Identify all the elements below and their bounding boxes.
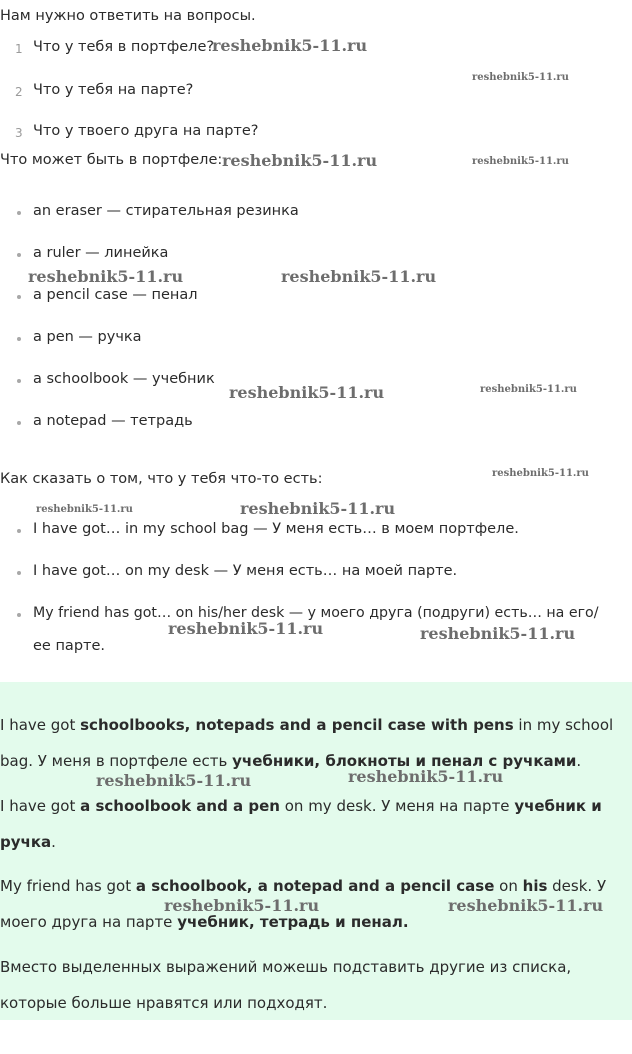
watermark: reshebnik5-11.ru [222,151,378,170]
intro-text: Нам нужно ответить на вопросы. [0,8,256,24]
list-item: I have got… on my desk — У меня есть… на моей парте. [33,563,458,579]
watermark: reshebnik5-11.ru [448,896,604,915]
answer-line: моего друга на парте учебник, тетрадь и пенал. [0,913,409,931]
answer-line: I have got schoolbooks, notepads and a pencil case with pens in my school [0,716,614,734]
watermark: reshebnik5-11.ru [472,156,569,167]
watermark: reshebnik5-11.ru [240,499,396,518]
watermark: reshebnik5-11.ru [28,267,184,286]
watermark: reshebnik5-11.ru [281,267,437,286]
bullet [17,379,21,383]
watermark: reshebnik5-11.ru [480,384,577,395]
watermark: reshebnik5-11.ru [96,771,252,790]
list-item: My friend has got… on his/her desk — у моего друга (подруги) есть… на его/ [33,605,599,621]
bullet [17,421,21,425]
bullet [17,253,21,257]
list-item: a ruler — линейка [33,245,169,261]
answer-line: I have got a schoolbook and a pen on my desk. У меня на парте учебник и [0,797,602,815]
answer-note: которые больше нравятся или подходят. [0,994,328,1012]
bullet [17,337,21,341]
bullet [17,211,21,215]
list-item: a notepad — тетрадь [33,413,193,429]
watermark: reshebnik5-11.ru [164,896,320,915]
watermark: reshebnik5-11.ru [348,767,504,786]
bullet [17,295,21,299]
list-item: an eraser — стирательная резинка [33,203,299,219]
question-number: 1 [15,42,23,56]
list-item-continuation: ее парте. [33,638,105,654]
list-item: I have got… in my school bag — У меня есть… в моем портфеле. [33,521,519,537]
answer-note: Вместо выделенных выражений можешь подставить другие из списка, [0,958,572,976]
bullet [17,529,21,533]
question-text: Что у тебя на парте? [33,82,194,98]
watermark: reshebnik5-11.ru [472,72,569,83]
watermark: reshebnik5-11.ru [168,619,324,638]
question-number: 3 [15,126,23,140]
phrases-heading: Как сказать о том, что у тебя что-то есть: [0,471,323,487]
items-heading: Что может быть в портфеле: [0,152,223,168]
watermark: reshebnik5-11.ru [229,383,385,402]
list-item: a pen — ручка [33,329,142,345]
list-item: a pencil case — пенал [33,287,198,303]
question-text: Что у тебя в портфеле? [33,39,215,55]
answer-line: My friend has got a schoolbook, a notepad and a pencil case on his desk. У [0,877,607,895]
question-text: Что у твоего друга на парте? [33,123,259,139]
watermark: reshebnik5-11.ru [212,36,368,55]
answer-line: bag. У меня в портфеле есть учебники, блокноты и пенал с ручками. [0,752,582,770]
answer-line: ручка. [0,833,56,851]
watermark: reshebnik5-11.ru [420,624,576,643]
list-item: a schoolbook — учебник [33,371,215,387]
bullet [17,613,21,617]
watermark: reshebnik5-11.ru [36,504,133,515]
bullet [17,571,21,575]
question-number: 2 [15,85,23,99]
watermark: reshebnik5-11.ru [492,468,589,479]
